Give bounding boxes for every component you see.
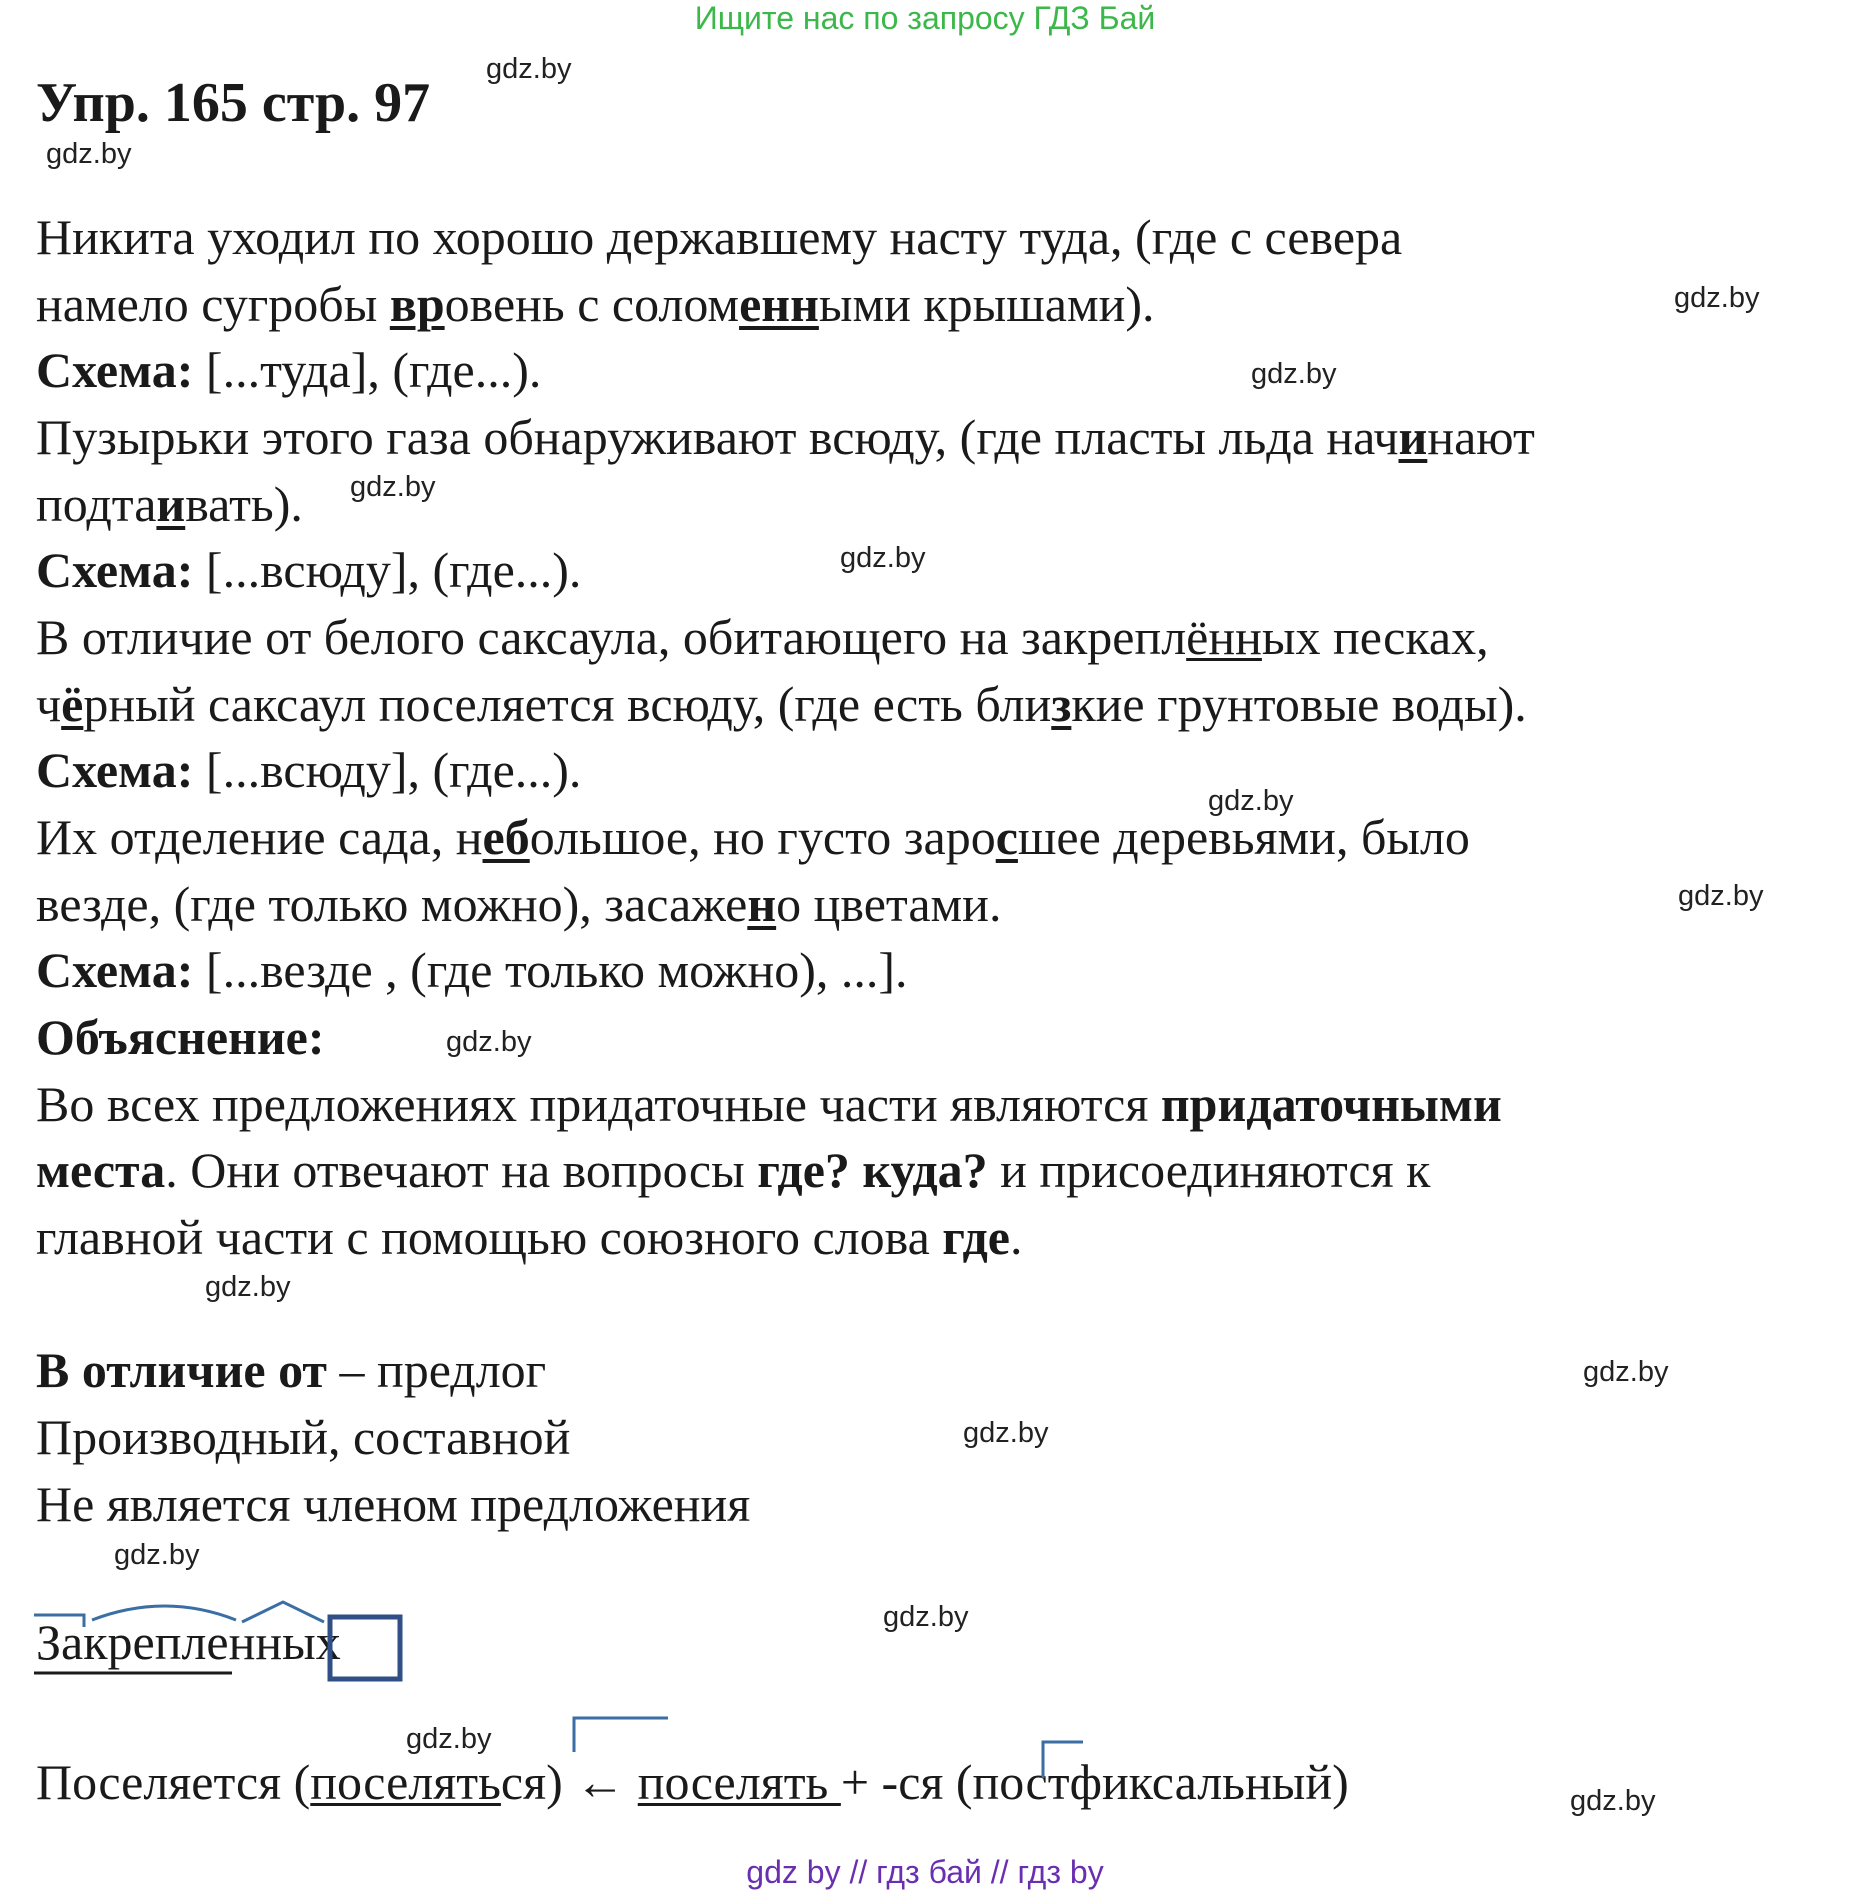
sentence-2-line-2: подтаивать). xyxy=(36,476,303,532)
watermark: gdz.by xyxy=(1583,1356,1669,1388)
preposition-line-3: Не является членом предложения xyxy=(36,1476,751,1532)
exercise-title: Упр. 165 стр. 97 xyxy=(36,72,431,134)
explanation-label: Объяснение: xyxy=(36,1009,325,1065)
watermark: gdz.by xyxy=(963,1417,1049,1449)
word-stem: Закрепленн xyxy=(36,1614,283,1670)
underlined-morpheme: енн xyxy=(739,276,819,332)
morpheme-word-2: Поселяется (поселяться) ← поселять + -ся (постфиксальный) xyxy=(36,1754,1349,1810)
sentence-1-line-1: Никита уходил по хорошо державшему насту туда, (где с севера xyxy=(36,209,1403,265)
sentence-4-line-2: везде, (где только можно), засажено цветами. xyxy=(36,876,1002,932)
sentence-2-line-1: Пузырьки этого газа обнаруживают всюду, (где пласты льда начинают xyxy=(36,409,1535,465)
underlined-letter: и xyxy=(156,476,186,532)
watermark: gdz.by xyxy=(1678,880,1764,912)
underlined-letter: с xyxy=(995,809,1018,865)
watermark: gdz.by xyxy=(1251,358,1337,390)
scheme-1: Схема: [...туда], (где...). xyxy=(36,342,542,398)
scheme-label: Схема: xyxy=(36,342,194,398)
watermark: gdz.by xyxy=(114,1539,200,1571)
ending-box xyxy=(330,1617,400,1679)
scheme-4: Схема: [...везде , (где только можно), ...]. xyxy=(36,942,908,998)
sentence-1-line-2: намело сугробы вровень с соломенными крышами). xyxy=(36,276,1155,332)
watermark: gdz.by xyxy=(486,53,572,85)
underlined-letter: и xyxy=(1398,409,1428,465)
watermark: gdz.by xyxy=(1570,1785,1656,1817)
watermark: gdz.by xyxy=(406,1723,492,1755)
footer-links[interactable]: gdz by // гдз бай // гдз by xyxy=(746,1854,1104,1890)
scheme-label: Схема: xyxy=(36,542,194,598)
postfix-mark xyxy=(574,1718,668,1752)
watermark: gdz.by xyxy=(350,471,436,503)
suffix-caret xyxy=(242,1602,324,1622)
scheme-label: Схема: xyxy=(36,942,194,998)
watermark: gdz.by xyxy=(1208,785,1294,817)
underlined-morpheme: еб xyxy=(482,809,530,865)
underlined-letter: з xyxy=(1051,676,1072,732)
postfix-mark xyxy=(1043,1742,1083,1778)
watermark: gdz.by xyxy=(883,1601,969,1633)
sentence-3-line-2: чёрный саксаул поселяется всюду, (где есть близкие грунтовые воды). xyxy=(36,676,1527,732)
underlined-morpheme: ённ xyxy=(1186,609,1262,665)
scheme-3: Схема: [...всюду], (где...). xyxy=(36,742,582,798)
sentence-3-line-1: В отличие от белого саксаула, обитающего на закреплённых песках, xyxy=(36,609,1489,665)
prefix-mark xyxy=(34,1615,84,1627)
sentence-4-line-1: Их отделение сада, небольшое, но густо заросшее деревьями, было xyxy=(36,809,1470,865)
derivational-base: поселять xyxy=(637,1754,841,1810)
explanation-line-2: места. Они отвечают на вопросы где? куда? и присоединяются к xyxy=(36,1142,1431,1198)
root-arc xyxy=(92,1606,236,1620)
underlined-letter: н xyxy=(747,876,777,932)
word-ending: ых xyxy=(282,1614,341,1670)
preposition-line-2: Производный, составной xyxy=(36,1409,571,1465)
scheme-2: Схема: [...всюду], (где...). xyxy=(36,542,582,598)
watermark: gdz.by xyxy=(205,1271,291,1303)
scheme-label: Схема: xyxy=(36,742,194,798)
watermark: gdz.by xyxy=(446,1026,532,1058)
watermark: gdz.by xyxy=(46,138,132,170)
underlined-morpheme: вр xyxy=(389,276,445,332)
preposition-line-1: В отличие от – предлог xyxy=(36,1342,547,1398)
word-stem: поселять xyxy=(310,1754,501,1810)
watermark: gdz.by xyxy=(1674,282,1760,314)
search-hint-banner[interactable]: Ищите нас по запросу ГДЗ Бай xyxy=(694,0,1156,36)
underlined-letter: ё xyxy=(61,676,84,732)
watermark: gdz.by xyxy=(840,542,926,574)
explanation-line-3: главной части с помощью союзного слова где. xyxy=(36,1209,1023,1265)
explanation-line-1: Во всех предложениях придаточные части являются придаточными xyxy=(36,1076,1502,1132)
